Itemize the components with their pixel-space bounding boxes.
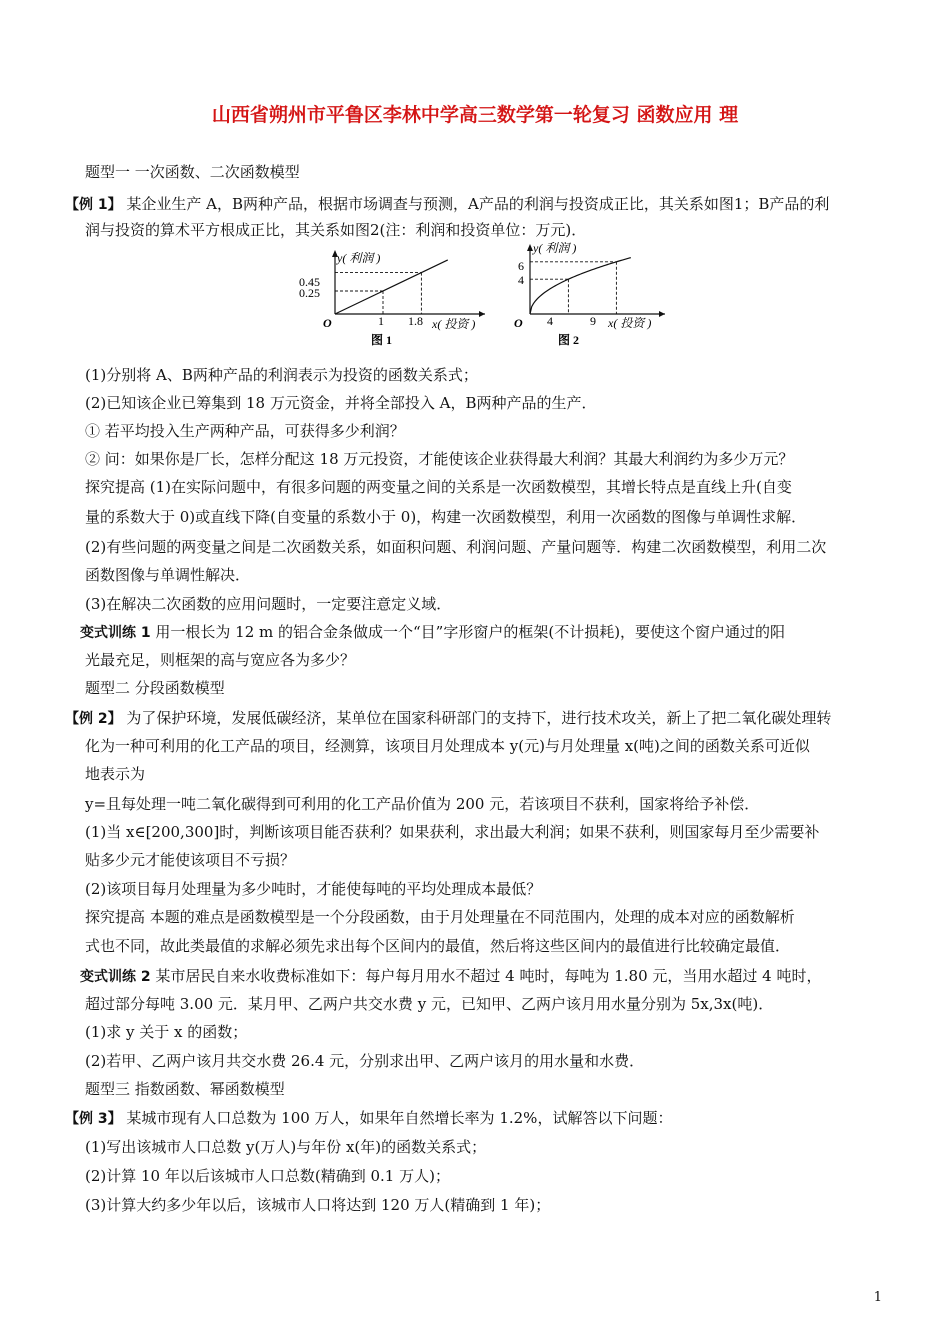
fig1-ytick-0: 0.45 xyxy=(299,275,320,289)
fig2-x-arrow xyxy=(659,311,665,317)
example-1-tag: 【例 1】 xyxy=(65,197,122,213)
example-2-line-5: (1)当 x∈[200,300]时，判断该项目能否获利？如果获利，求出最大利润；如果不获利，则国家每月至少需要补 xyxy=(85,823,820,841)
page-number: 1 xyxy=(873,1290,882,1305)
example-1-line-1 xyxy=(65,194,829,215)
fig1-caption: 图 1 xyxy=(371,333,393,347)
example-3-line-3: (2)计算 10 年以后该城市人口总数(精确到 0.1 万人)； xyxy=(85,1167,450,1185)
ex1-q-line-3: ① 若平均投入生产两种产品，可获得多少利润？ xyxy=(85,422,405,440)
fig2-xlabel: x( 投资 ) xyxy=(608,316,652,330)
variant-2-line-2: 超过部分每吨 3.00 元．某月甲、乙两户共交水费 y 元，已知甲、乙两户该月用水量分别为 5x,3x(吨)． xyxy=(85,995,774,1013)
figure-1-chart xyxy=(295,240,495,352)
variant-2-line-3: (1)求 y 关于 x 的函数； xyxy=(85,1023,248,1041)
variant-2-line-1 xyxy=(80,966,822,987)
section-heading-2: 题型二 分段函数模型 xyxy=(85,679,225,697)
fig1-series-line xyxy=(335,260,448,314)
example-2-line-3: 地表示为 xyxy=(85,765,146,783)
ex1-q-line-8: 函数图像与单调性解决． xyxy=(85,566,251,584)
section-heading-3: 题型三 指数函数、幂函数模型 xyxy=(85,1080,285,1098)
document-title: 山西省朔州市平鲁区李林中学高三数学第一轮复习 函数应用 理 xyxy=(211,104,739,126)
fig1-x-arrow xyxy=(479,311,485,317)
example-2-line-7: (2)该项目每月处理量为多少吨时，才能使每吨的平均处理成本最低？ xyxy=(85,880,542,898)
example-2-line-6: 贴多少元才能使该项目不亏损？ xyxy=(85,851,296,869)
ex1-q-line-2: (2)已知该企业已筹集到 18 万元资金，并将全部投入 A，B两种产品的生产． xyxy=(85,394,597,412)
fig2-ytick-1: 4 xyxy=(518,273,524,287)
section-heading-1: 题型一 一次函数、二次函数模型 xyxy=(85,163,300,181)
variant-1-line-1 xyxy=(80,622,785,643)
fig2-ytick-0: 6 xyxy=(518,259,524,273)
fig1-ytick-1: 0.25 xyxy=(299,286,320,300)
fig1-origin: O xyxy=(323,316,332,330)
fig1-xtick-0: 1 xyxy=(378,314,384,328)
example-2-line-1 xyxy=(65,708,831,729)
example-2-line-2: 化为一种可利用的化工产品的项目，经测算，该项目月处理成本 y(元)与月处理量 x(吨)之间的函数关系可近似 xyxy=(85,737,810,755)
example-1-line-2: 润与投资的算术平方根成正比，其关系如图2(注：利润和投资单位：万元)． xyxy=(85,221,587,239)
example-2-line-8: 探究提高 本题的难点是函数模型是一个分段函数，由于月处理量在不同范围内，处理的成本对应的函数解析 xyxy=(85,908,795,926)
example-2-line-4: y=且每处理一吨二氧化碳得到可利用的化工产品价值为 200 元，若该项目不获利，国家将给予补偿． xyxy=(85,795,760,813)
variant-1-tag: 变式训练 1 xyxy=(80,625,151,641)
fig1-ylabel: y( 利润 ) xyxy=(337,251,381,265)
ex1-q-line-1: (1)分别将 A、B两种产品的利润表示为投资的函数关系式； xyxy=(85,366,478,384)
example-2-tag: 【例 2】 xyxy=(65,711,122,727)
example-2-text: 为了保护环境，发展低碳经济，某单位在国家科研部门的支持下，进行技术攻关，新上了把二氧化碳处理转 xyxy=(121,709,832,727)
example-1-text: 某企业生产 A，B两种产品，根据市场调查与预测，A产品的利润与投资成正比，其关系如图1；B产品的利 xyxy=(121,195,830,213)
fig1-xlabel: x( 投资 ) xyxy=(432,317,476,331)
fig2-ylabel: y( 利润 ) xyxy=(533,241,577,255)
fig1-xtick-1: 1.8 xyxy=(408,314,423,328)
fig2-series-curve xyxy=(530,258,631,314)
example-3-line-1 xyxy=(65,1108,672,1129)
ex1-q-line-5: 探究提高 (1)在实际问题中，有很多问题的两变量之间的关系是一次函数模型，其增长特点是直线上升(自变 xyxy=(85,478,792,496)
variant-2-line-4: (2)若甲、乙两户该月共交水费 26.4 元，分别求出甲、乙两户该月的用水量和水费． xyxy=(85,1052,645,1070)
ex1-q-line-6: 量的系数大于 0)或直线下降(自变量的系数小于 0)，构建一次函数模型，利用一次函数的图像与单调性求解． xyxy=(85,508,807,526)
variant-1-line-2: 光最充足，则框架的高与宽应各为多少？ xyxy=(85,651,356,669)
example-2-line-9: 式也不同，故此类最值的求解必须先求出每个区间内的最值，然后将这些区间内的最值进行比较确定最值． xyxy=(85,937,791,955)
example-3-line-4: (3)计算大约多少年以后，该城市人口将达到 120 万人(精确到 1 年)； xyxy=(85,1196,551,1214)
fig2-caption: 图 2 xyxy=(558,333,580,347)
fig2-xtick-1: 9 xyxy=(590,314,596,328)
example-3-tag: 【例 3】 xyxy=(65,1111,122,1127)
variant-1-text: 用一根长为 12 m 的铝合金条做成一个“目”字形窗户的框架(不计损耗)，要使这个窗户通过的阳 xyxy=(150,623,786,641)
variant-2-text: 某市居民自来水收费标准如下：每户每月用水不超过 4 吨时，每吨为 1.80 元，当用水超过 4 吨时， xyxy=(150,967,822,985)
example-3-text: 某城市现有人口总数为 100 万人，如果年自然增长率为 1.2%，试解答以下问题： xyxy=(121,1109,673,1127)
fig2-origin: O xyxy=(514,316,523,330)
figure-2-chart xyxy=(500,240,675,352)
ex1-q-line-4: ② 问：如果你是厂长，怎样分配这 18 万元投资，才能使该企业获得最大利润？其最大利润约为多少万元？ xyxy=(85,450,794,468)
variant-2-tag: 变式训练 2 xyxy=(80,969,151,985)
example-3-line-2: (1)写出该城市人口总数 y(万人)与年份 x(年)的函数关系式； xyxy=(85,1138,487,1156)
ex1-q-line-9: (3)在解决二次函数的应用问题时，一定要注意定义域． xyxy=(85,595,452,613)
fig2-xtick-0: 4 xyxy=(547,314,553,328)
ex1-q-line-7: (2)有些问题的两变量之间是二次函数关系，如面积问题、利润问题、产量问题等．构建二次函数模型，利用二次 xyxy=(85,538,827,556)
